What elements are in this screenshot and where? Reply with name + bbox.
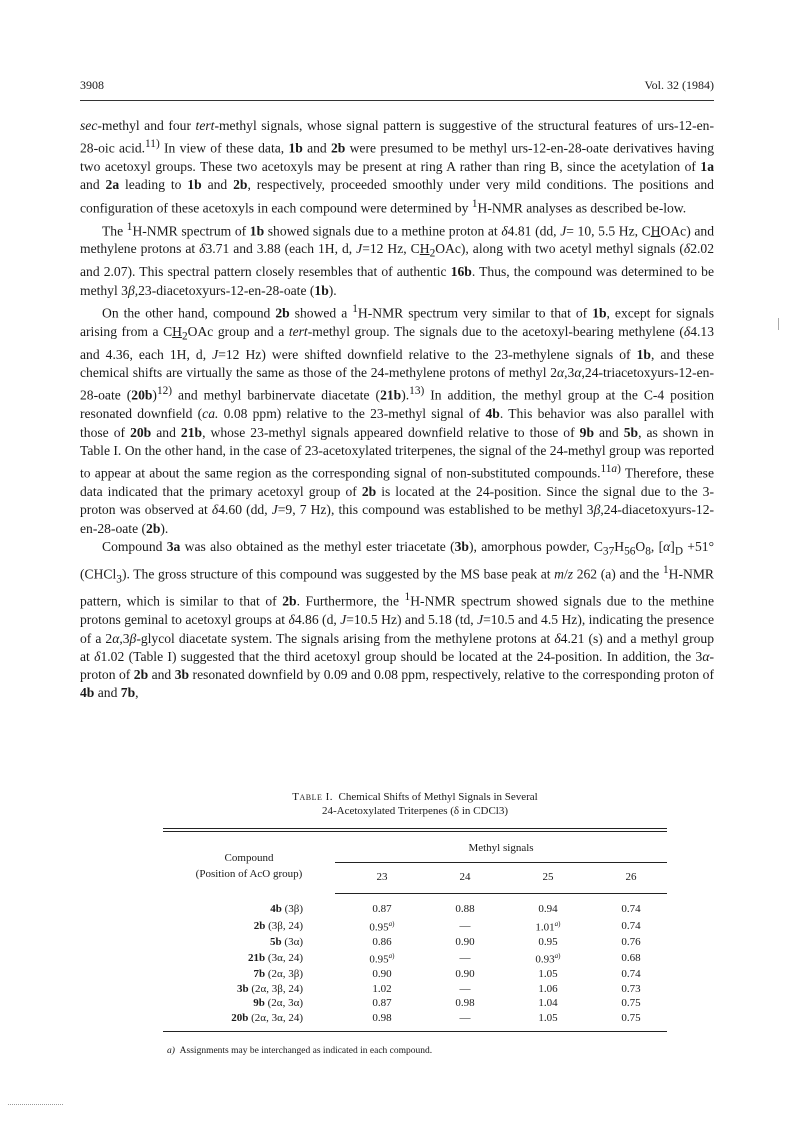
shift-value-cell: 0.87 <box>372 997 392 1010</box>
acetoxyl-position: (3α, 24) <box>267 951 303 964</box>
shift-value-cell: — <box>459 982 471 995</box>
shift-value-cell: 1.02 <box>372 982 392 995</box>
compound-header-line-2: (Position of AcO group) <box>195 867 303 880</box>
compound-header-line-1: Compound <box>224 851 274 864</box>
table-footnote <box>163 1046 667 1056</box>
shift-value-cell: 0.73 <box>621 982 641 995</box>
shift-value-cell: 0.75 <box>621 1012 641 1025</box>
shift-value-cell: 0.98 <box>455 997 475 1010</box>
acetoxyl-position: (3β) <box>284 903 303 916</box>
acetoxyl-position: (2α, 3β, 24) <box>251 982 303 995</box>
acetoxyl-position: (2α, 3α) <box>267 997 303 1010</box>
footnote-mark: a) <box>167 1046 175 1057</box>
compound-id: 3b <box>236 982 249 995</box>
compound-id: 5b <box>270 935 282 948</box>
table-row <box>163 967 667 982</box>
page-edge-mark <box>8 1104 63 1105</box>
shift-value-cell: 0.76 <box>621 935 641 948</box>
compound-cell <box>163 1011 335 1026</box>
acetoxyl-position: (2α, 3α, 24) <box>251 1012 303 1025</box>
compound-cell <box>163 934 335 949</box>
shift-value-cell: 0.90 <box>455 968 475 981</box>
compound-cell <box>163 917 335 935</box>
table-title-line-2: 24-Acetoxylated Triterpenes (δ in CDCl3) <box>321 805 509 817</box>
compound-id: 21b <box>248 951 266 964</box>
compound-id: 7b <box>253 968 266 981</box>
compound-cell <box>163 894 335 917</box>
paragraph-3: On the other hand, compound 2b showed a $^1$H-NMR spectrum very similar to that of 1b, except for signals arising from a $CH_2OAc$ group and a tert-methyl group. The signals due to the acetoxyl-bearing methylene (δ4.13 and 4.36, each 1H, d, J=12 Hz) were shifted downfield relative to the 23-methylene signals of 1b, and these chemical shifts are virtually the same as those of the 24-methylene protons of methyl 2α,3α,24-triacetoxyurs-12-en-28-oate $(20b)^{12)}$ and methyl barbinervate diacetate (21b).$^{13)}$ In addition, the methyl group at the C-4 position resonated downfield (ca. 0.08 ppm) relative to the 23-methyl signal of 4b. This behavior was also parallel with those of 20b and 21b, whose 23-methyl signals appeared downfield relative to those of 9b and 5b, as shown in Table I. On the other hand, in the case of 23-acetoxylated triterpenes, the signal of the 24-methyl group was reported to appear at about the same region as the corresponding signal of non-substituted compounds.$^{11a)}$ Therefore, these data indicated that the primary acetoxyl group of 2b is located at the 24-position. Since the signal due to the 3-proton was observed at δ4.60 (dd, J=9, 7 Hz), this compound was established to be methyl 3β,24-diacetoxyurs-12-en-28-oate (2b). <box>80 302 715 536</box>
page <box>80 0 714 1123</box>
page-number: 3908 <box>80 78 104 92</box>
shift-value-cell: — <box>459 951 471 964</box>
shift-value-cell: 0.88 <box>455 903 475 916</box>
running-header <box>80 78 714 93</box>
compound-cell <box>163 967 335 982</box>
shift-value-cell: 1.04 <box>538 997 558 1010</box>
paragraph-1: sec-methyl and four tert-methyl signals, whose signal pattern is suggestive of the structural features of urs-12-en-28-oic acid.$^{11)}$ In view of these data, 1b and 2b were presumed to be methyl urs-12-en-28-oate derivatives having two acetoxyl groups. These two acetoxyls may be present at ring A rather than ring B, since the acetylation of 1a and 2a leading to 1b and 2b, respectively, proceeded smoothly under very mild conditions. The positions and configuration of these acetoxyls in each compound were determined by $^1$H-NMR analyses as described be-low. <box>80 118 714 216</box>
compound-id: 20b <box>231 1012 249 1025</box>
shift-value-cell: 0.74 <box>621 968 641 981</box>
shift-value-cell: 0.87 <box>372 903 392 916</box>
table-row <box>163 996 667 1011</box>
compound-cell <box>163 996 335 1011</box>
compound-id: 4b <box>270 903 282 916</box>
shift-value-cell: 0.93$^{a)}$ <box>535 952 561 966</box>
compound-cell <box>163 949 335 967</box>
compound-id: 2b <box>253 919 266 932</box>
table-row <box>163 1011 667 1026</box>
acetoxyl-position: (2α, 3β) <box>267 968 303 981</box>
table-title-line-1: Chemical Shifts of Methyl Signals in Several <box>338 791 538 803</box>
acetoxyl-position: (3β, 24) <box>268 919 303 932</box>
shift-value-cell: 0.74 <box>621 903 641 916</box>
shift-value-cell: 0.95$^{a)}$ <box>369 919 395 934</box>
table-row <box>163 981 667 996</box>
shift-value-cell: — <box>459 919 471 932</box>
table-row <box>163 894 667 917</box>
column-header: 24 <box>429 863 501 894</box>
volume-label: Vol. 32 (1984) <box>644 78 714 92</box>
table-body <box>163 894 667 1026</box>
column-header: 25 <box>501 863 595 894</box>
table-row <box>163 934 667 949</box>
header-rule <box>80 100 714 101</box>
footnote-text: Assignments may be interchanged as indicated in each compound. <box>179 1046 433 1057</box>
shift-value-cell: 0.95$^{a)}$ <box>369 952 395 966</box>
table-label: Table I. <box>292 791 334 803</box>
shift-value-cell: 0.74 <box>621 919 641 932</box>
body-text <box>80 117 714 703</box>
table-row <box>163 917 667 935</box>
shift-value-cell: 1.05 <box>538 968 558 981</box>
table-row <box>163 949 667 967</box>
shift-value-cell: 0.86 <box>372 935 392 948</box>
shift-value-cell: — <box>459 1012 471 1025</box>
table-1 <box>163 790 667 1056</box>
compound-id: 9b <box>253 997 265 1010</box>
shift-value-cell: 0.75 <box>621 997 641 1010</box>
shift-value-cell: 0.94 <box>538 903 558 916</box>
acetoxyl-position: (3α) <box>284 935 303 948</box>
compound-cell <box>163 981 335 996</box>
shift-value-cell: 0.90 <box>455 935 475 948</box>
compound-column-header <box>163 838 335 894</box>
shift-value-cell: 1.05 <box>538 1012 558 1025</box>
methyl-signals-header: Methyl signals <box>335 838 667 863</box>
shift-value-cell: 1.06 <box>538 982 558 995</box>
table-caption <box>163 790 667 818</box>
shift-value-cell: 0.98 <box>372 1012 392 1025</box>
shift-value-cell: 0.90 <box>372 968 392 981</box>
shift-value-cell: 0.68 <box>621 951 641 964</box>
shift-value-cell: 1.01$^{a)}$ <box>535 919 561 934</box>
margin-mark <box>778 318 779 330</box>
column-header: 26 <box>595 863 667 894</box>
methyl-shift-table <box>163 828 667 1032</box>
paragraph-4: Compound 3a was also obtained as the methyl ester triacetate (3b), amorphous powder, $C_{37}H_{56}O_8$, $[\alpha]_D +51^\circ$ (CHCl$_3$). The gross structure of this compound was suggested by the MS base peak at m/z 262 (a) and the $^1$H-NMR pattern, which is similar to that of 2b. Furthermore, the $^1$H-NMR spectrum showed signals due to the methine protons geminal to acetoxyl groups at δ4.86 (d, J=10.5 Hz) and 5.18 (td, J=10.5 and 4.5 Hz), indicating the presence of a 2α,3β-glycol diacetate system. The signals arising from the methylene protons at δ4.21 (s) and a methyl group at δ1.02 (Table I) suggested that the third acetoxyl group should be located at the 24-position. In addition, the 3α-proton of 2b and 3b resonated downfield by 0.09 and 0.08 ppm, respectively, relative to the corresponding proton of 4b and 7b, <box>80 538 715 701</box>
paragraph-2: The $^1$H-NMR spectrum of 1b showed signals due to a methine proton at δ4.81 (dd, J= 10, 5.5 Hz, CHOAc) and methylene protons at δ3.71 and 3.88 (each 1H, d, J=12 Hz, $CH_2OAc$), along with two acetyl methyl signals (δ2.02 and 2.07). This spectral pattern closely resembles that of authentic 16b. Thus, the compound was determined to be methyl 3β,23-diacetoxyurs-12-en-28-oate (1b). <box>80 220 715 298</box>
column-header: 23 <box>335 863 429 894</box>
shift-value-cell: 0.95 <box>538 935 558 948</box>
